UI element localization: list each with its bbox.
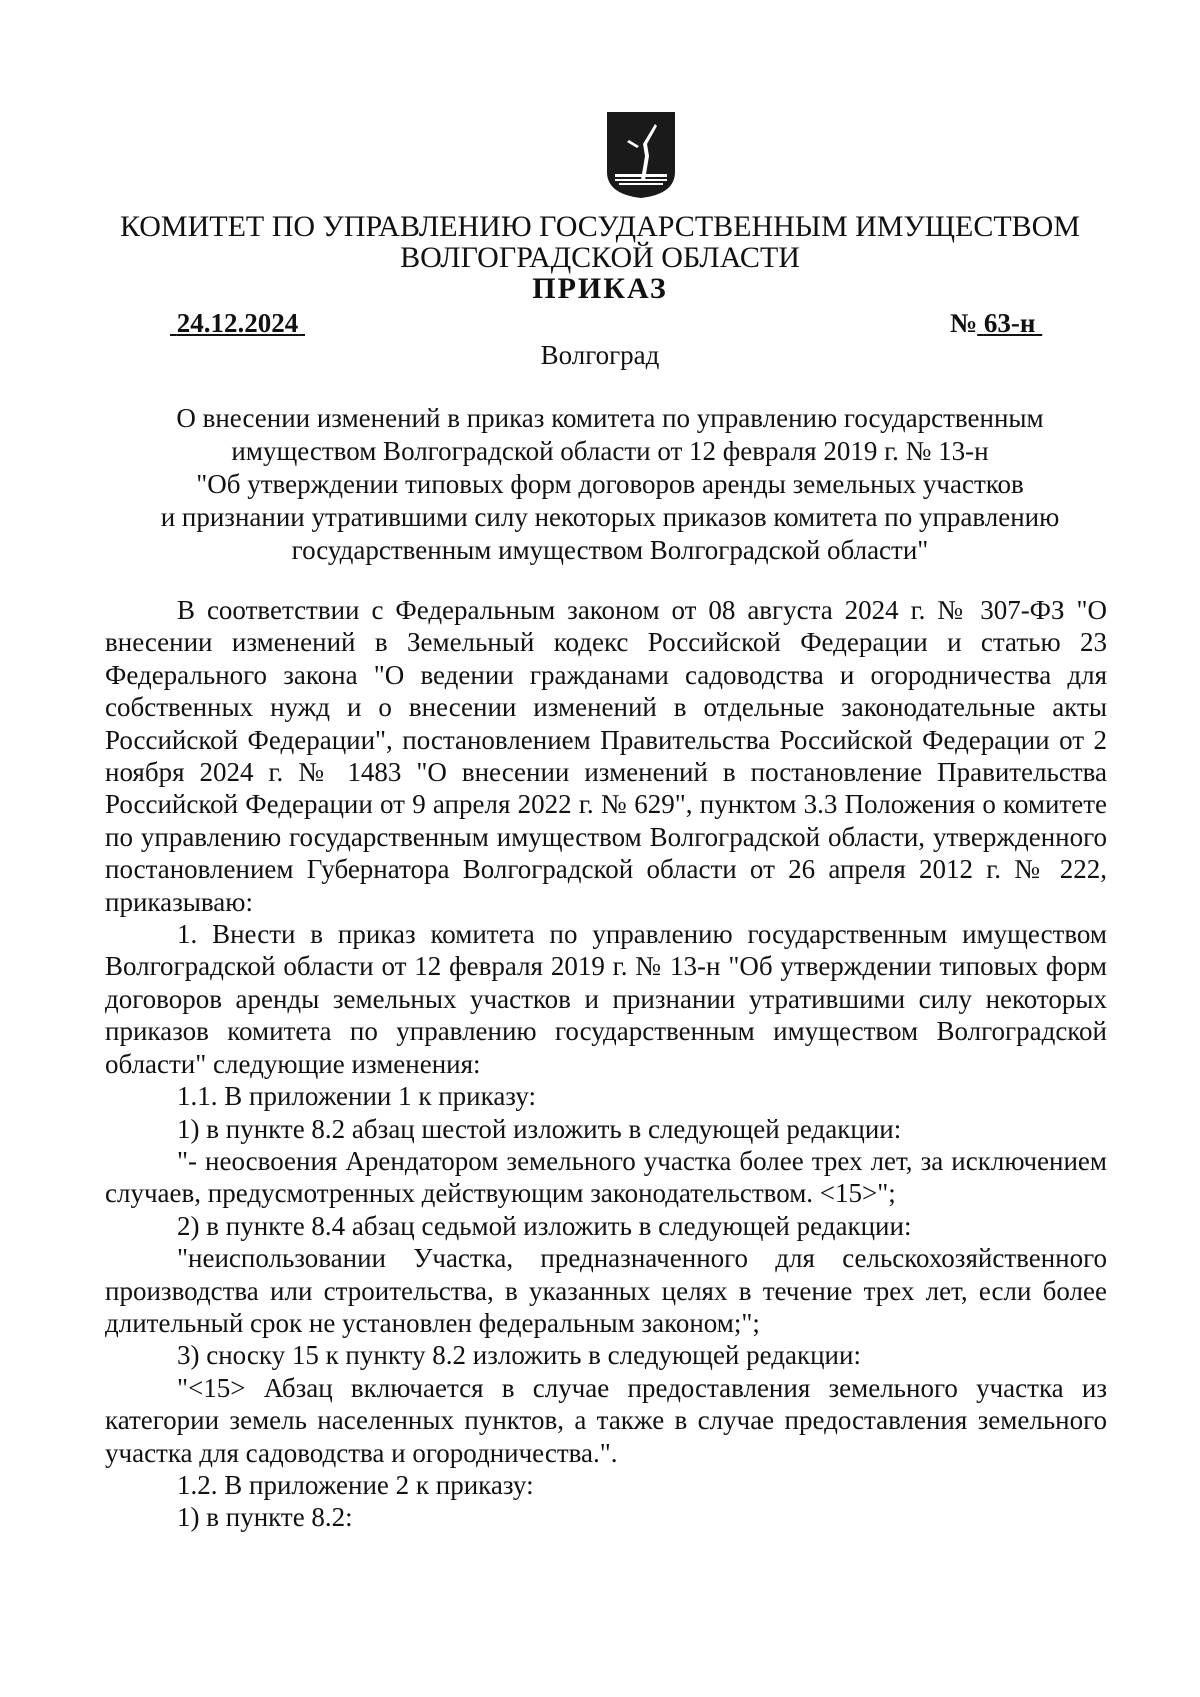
document-subject xyxy=(110,402,1110,567)
document-number xyxy=(950,308,1042,339)
document-type: ПРИКАЗ xyxy=(532,272,668,305)
volgograd-emblem-icon xyxy=(605,110,677,200)
body-paragraph: 1) в пункте 8.2 абзац шестой изложить в следующей редакции: xyxy=(177,1113,902,1144)
body-paragraph: "<15> Абзац включается в случае предоставления земельного участка из категории земель населенных пунктов, а также в случае предоставления земельного участка для садоводства и огородничества.". xyxy=(105,1372,1107,1468)
body-paragraph: 1) в пункте 8.2: xyxy=(177,1502,353,1533)
body-paragraph: 2) в пункте 8.4 абзац седьмой изложить в следующей редакции: xyxy=(177,1210,912,1241)
subject-line: "Об утверждении типовых форм договоров аренды земельных участков xyxy=(196,469,1024,499)
document-body xyxy=(105,594,1107,1534)
subject-line: имуществом Волгоградской области от 12 февраля 2019 г. № 13-н xyxy=(231,436,989,466)
subject-line: и признании утратившими силу некоторых приказов комитета по управлению xyxy=(160,502,1060,532)
subject-line: О внесении изменений в приказ комитета по управлению государственным xyxy=(176,403,1044,433)
body-paragraph: "- неосвоения Арендатором земельного участка более трех лет, за исключением случаев, предусмотренных действующим законодательством. <15>"; xyxy=(105,1145,1107,1209)
organization-name-line2: ВОЛГОГРАДСКОЙ ОБЛАСТИ xyxy=(400,241,800,274)
body-paragraph: "неиспользовании Участка, предназначенного для сельскохозяйственного производства или строительства, в указанных целях в течение трех лет, если более длительный срок не установлен федеральным законом;"; xyxy=(105,1243,1107,1338)
organization-name-line1: КОМИТЕТ ПО УПРАВЛЕНИЮ ГОСУДАРСТВЕННЫМ ИМУЩЕСТВОМ xyxy=(119,210,1080,243)
body-paragraph: 1.1. В приложении 1 к приказу: xyxy=(177,1081,537,1112)
number-sign: № xyxy=(950,308,978,338)
document-date-value: 24.12.2024 xyxy=(176,308,299,338)
document-number-value: 63-н xyxy=(983,308,1036,338)
body-paragraph: 1. Внести в приказ комитета по управлению государственным имуществом Волгоградской области от 12 февраля 2019 г. № 13-н "Об утверждении типовых форм договоров аренды земельных участков и признании утратившими силу некоторых приказов комитета по управлению государственным имуществом Волгоградской области" следующие изменения: xyxy=(105,919,1107,1079)
body-paragraph: 3) сноску 15 к пункту 8.2 изложить в следующей редакции: xyxy=(177,1340,861,1371)
body-paragraph: 1.2. В приложение 2 к приказу: xyxy=(177,1469,534,1500)
subject-line: государственным имуществом Волгоградской области" xyxy=(291,535,929,565)
body-paragraph: В соответствии с Федеральным законом от 08 августа 2024 г. № 307-ФЗ "О внесении изменений в Земельный кодекс Российской Федерации и статью 23 Федерального закона "О ведении гражданами садоводства и огородничества для собственных нужд и о внесении изменений в отдельные законодательные акты Российской Федерации", постановлением Правительства Российской Федерации от 2 ноября 2024 г. № 1483 "О внесении изменений в постановление Правительства Российской Федерации от 9 апреля 2022 г. № 629", пунктом 3.3 Положения о комитете по управлению государственным имуществом Волгоградской области, утвержденного постановлением Губернатора Волгоградской области от 26 апреля 2012 г. № 222, приказываю: xyxy=(105,595,1107,917)
city: Волгоград xyxy=(540,340,660,370)
document-date xyxy=(170,308,305,339)
